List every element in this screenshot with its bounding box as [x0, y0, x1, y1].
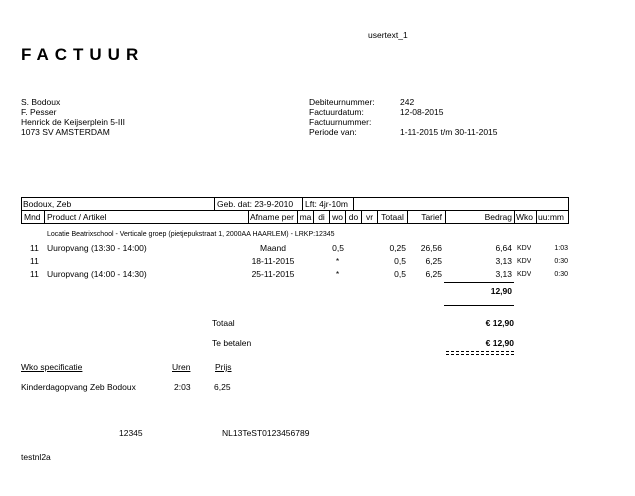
row-afname: 25-11-2015	[251, 269, 295, 279]
row-tarief: 26,56	[420, 243, 442, 253]
child-birthdate: Geb. dat: 23-9-2010	[217, 199, 294, 209]
row-mnd: 11	[30, 256, 39, 266]
header-uumm: uu:mm	[538, 212, 564, 222]
row-wko: KDV	[517, 271, 532, 278]
subtotal-value: 12,90	[490, 286, 512, 296]
child-age: Lft: 4jr-10m	[305, 199, 348, 209]
child-name: Bodoux, Zeb	[23, 199, 72, 209]
divider	[302, 197, 303, 211]
row-afname: Maand	[260, 243, 286, 253]
divider	[248, 210, 249, 224]
footer-reference: 12345	[119, 428, 143, 438]
row-product: Uuropvang (13:30 - 14:00)	[47, 243, 147, 253]
row-uumm: 0:30	[554, 271, 568, 278]
row-totaal: 0,5	[394, 256, 406, 266]
divider	[536, 210, 537, 224]
row-wko: KDV	[517, 245, 532, 252]
row-bedrag: 6,64	[495, 243, 512, 253]
header-do: do	[348, 212, 359, 222]
factuurdatum-value: 12-08-2015	[400, 107, 444, 117]
te-betalen-value: € 12,90	[485, 338, 514, 348]
address-line-3: Henrick de Keijserplein 5-III	[21, 117, 125, 127]
divider	[214, 197, 215, 211]
child-row-border	[21, 197, 569, 211]
row-mnd: 11	[30, 243, 39, 253]
debiteur-value: 242	[400, 97, 415, 107]
row-bedrag: 3,13	[495, 269, 512, 279]
header-product: Product / Artikel	[47, 212, 107, 222]
row-product: Uuropvang (14:00 - 14:30)	[47, 269, 147, 279]
address-line-4: 1073 SV AMSTERDAM	[21, 127, 110, 137]
wko-uren-header: Uren	[172, 362, 191, 372]
header-tarief: Tarief	[421, 212, 442, 222]
header-afname: Afname per	[250, 212, 294, 222]
divider	[44, 210, 45, 224]
row-ma: 0,5	[332, 243, 344, 253]
divider	[514, 210, 515, 224]
debiteur-label: Debiteurnummer:	[309, 97, 375, 107]
factuurdatum-label: Factuurdatum:	[309, 107, 364, 117]
row-totaal: 0,25	[389, 243, 406, 253]
row-wo: *	[335, 256, 340, 266]
row-totaal: 0,5	[394, 269, 406, 279]
periode-value: 1-11-2015 t/m 30-11-2015	[400, 127, 498, 137]
wko-item-prijs: 6,25	[214, 382, 231, 392]
subtotal-separator	[444, 305, 514, 306]
totaal-label: Totaal	[212, 318, 235, 328]
totaal-value: € 12,90	[485, 318, 514, 328]
row-bedrag: 3,13	[495, 256, 512, 266]
header-totaal: Totaal	[381, 212, 404, 222]
header-wo: wo	[332, 212, 343, 222]
header-mnd: Mnd	[24, 212, 41, 222]
location-line: Locatie Beatrixschool - Verticale groep (pietjepukstraat 1, 2000AA HAARLEM) - LRKP:12345	[47, 231, 335, 238]
row-wko: KDV	[517, 258, 532, 265]
address-line-2: F. Pesser	[21, 107, 57, 117]
usertext: usertext_1	[368, 30, 408, 40]
wko-prijs-header: Prijs	[215, 362, 232, 372]
row-wo: *	[335, 269, 340, 279]
periode-label: Periode van:	[309, 127, 357, 137]
row-afname: 18-11-2015	[251, 256, 295, 266]
header-bedrag: Bedrag	[484, 212, 512, 222]
document-title: FACTUUR	[21, 45, 145, 64]
footer-code: testnl2a	[21, 452, 51, 462]
te-betalen-label: Te betalen	[212, 338, 252, 348]
row-tarief: 6,25	[425, 269, 442, 279]
subtotal-line	[444, 282, 514, 283]
address-line-1: S. Bodoux	[21, 97, 61, 107]
wko-item-uren: 2:03	[174, 382, 191, 392]
factuurnummer-label: Factuurnummer:	[309, 117, 372, 127]
header-vr: vr	[365, 212, 374, 222]
header-wko: Wko	[516, 212, 533, 222]
footer-iban: NL13TeST0123456789	[222, 428, 310, 438]
row-uumm: 1:03	[554, 245, 568, 252]
divider	[353, 197, 354, 211]
wko-item-name: Kinderdagopvang Zeb Bodoux	[21, 382, 136, 392]
row-uumm: 0:30	[554, 258, 568, 265]
row-tarief: 6,25	[425, 256, 442, 266]
header-di: di	[318, 212, 325, 222]
row-mnd: 11	[30, 269, 39, 279]
header-ma: ma	[299, 212, 312, 222]
wko-spec-title: Wko specificatie	[21, 362, 83, 372]
grand-total-double-underline	[446, 351, 514, 355]
